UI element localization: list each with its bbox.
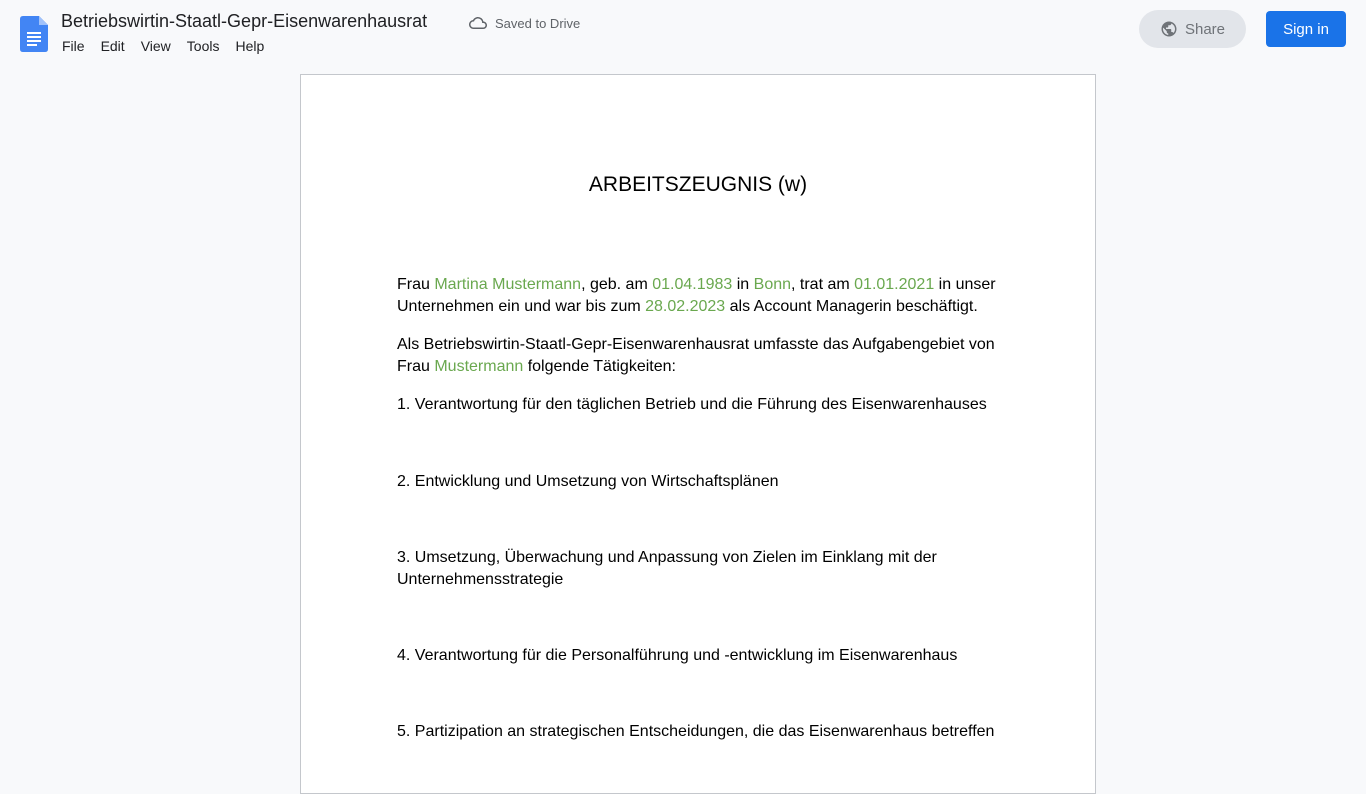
cloud-done-icon: [469, 14, 487, 32]
menu-edit[interactable]: Edit: [100, 38, 125, 54]
task-item-3: 3. Umsetzung, Überwachung und Anpassung von Zielen im Einklang mit der Unternehmensstrategie: [397, 549, 937, 588]
employee-surname: Mustermann: [434, 358, 524, 375]
document-page[interactable]: [300, 74, 1096, 794]
globe-icon: [1160, 20, 1178, 38]
save-status[interactable]: [469, 14, 580, 32]
document-heading: ARBEITSZEUGNIS (w): [588, 173, 808, 196]
save-status-label: Saved to Drive: [495, 15, 581, 31]
menu-view[interactable]: View: [140, 38, 171, 54]
document-title[interactable]: Betriebswirtin-Staatl-Gepr-Eisenwarenhausrat: [61, 11, 428, 31]
task-item-4: 4. Verantwortung für die Personalführung und -entwicklung im Eisenwarenhaus: [397, 647, 958, 664]
share-button[interactable]: [1139, 10, 1246, 48]
tasks-intro-paragraph: Als Betriebswirtin-Staatl-Gepr-Eisenwarenhausrat umfasste das Aufgabengebiet von Frau Mustermann folgende Tätigkeiten:: [397, 336, 995, 375]
sign-in-button[interactable]: Sign in: [1266, 11, 1346, 47]
start-date: 01.01.2021: [854, 276, 935, 293]
menu-tools[interactable]: Tools: [186, 38, 220, 54]
task-item-5: 5. Partizipation an strategischen Entscheidungen, die das Eisenwarenhaus betreffen: [397, 723, 995, 740]
menu-file[interactable]: File: [62, 38, 85, 54]
birth-date: 01.04.1983: [652, 276, 733, 293]
task-item-1: 1. Verantwortung für den täglichen Betrieb und die Führung des Eisenwarenhauses: [397, 396, 987, 413]
end-date: 28.02.2023: [645, 298, 726, 315]
intro-paragraph: Frau Martina Mustermann, geb. am 01.04.1983 in Bonn, trat am 01.01.2021 in unser Unternehmen ein und war bis zum 28.02.2023 als Account Managerin beschäftigt.: [397, 276, 996, 315]
docs-logo-icon[interactable]: [20, 16, 48, 52]
menu-help[interactable]: Help: [235, 38, 265, 54]
employee-name: Martina Mustermann: [434, 276, 582, 293]
task-item-2: 2. Entwicklung und Umsetzung von Wirtschaftsplänen: [397, 473, 779, 490]
share-label: Share: [1184, 20, 1226, 38]
birth-city: Bonn: [753, 276, 792, 293]
app-header: [0, 0, 1366, 64]
menu-bar: [54, 37, 272, 55]
